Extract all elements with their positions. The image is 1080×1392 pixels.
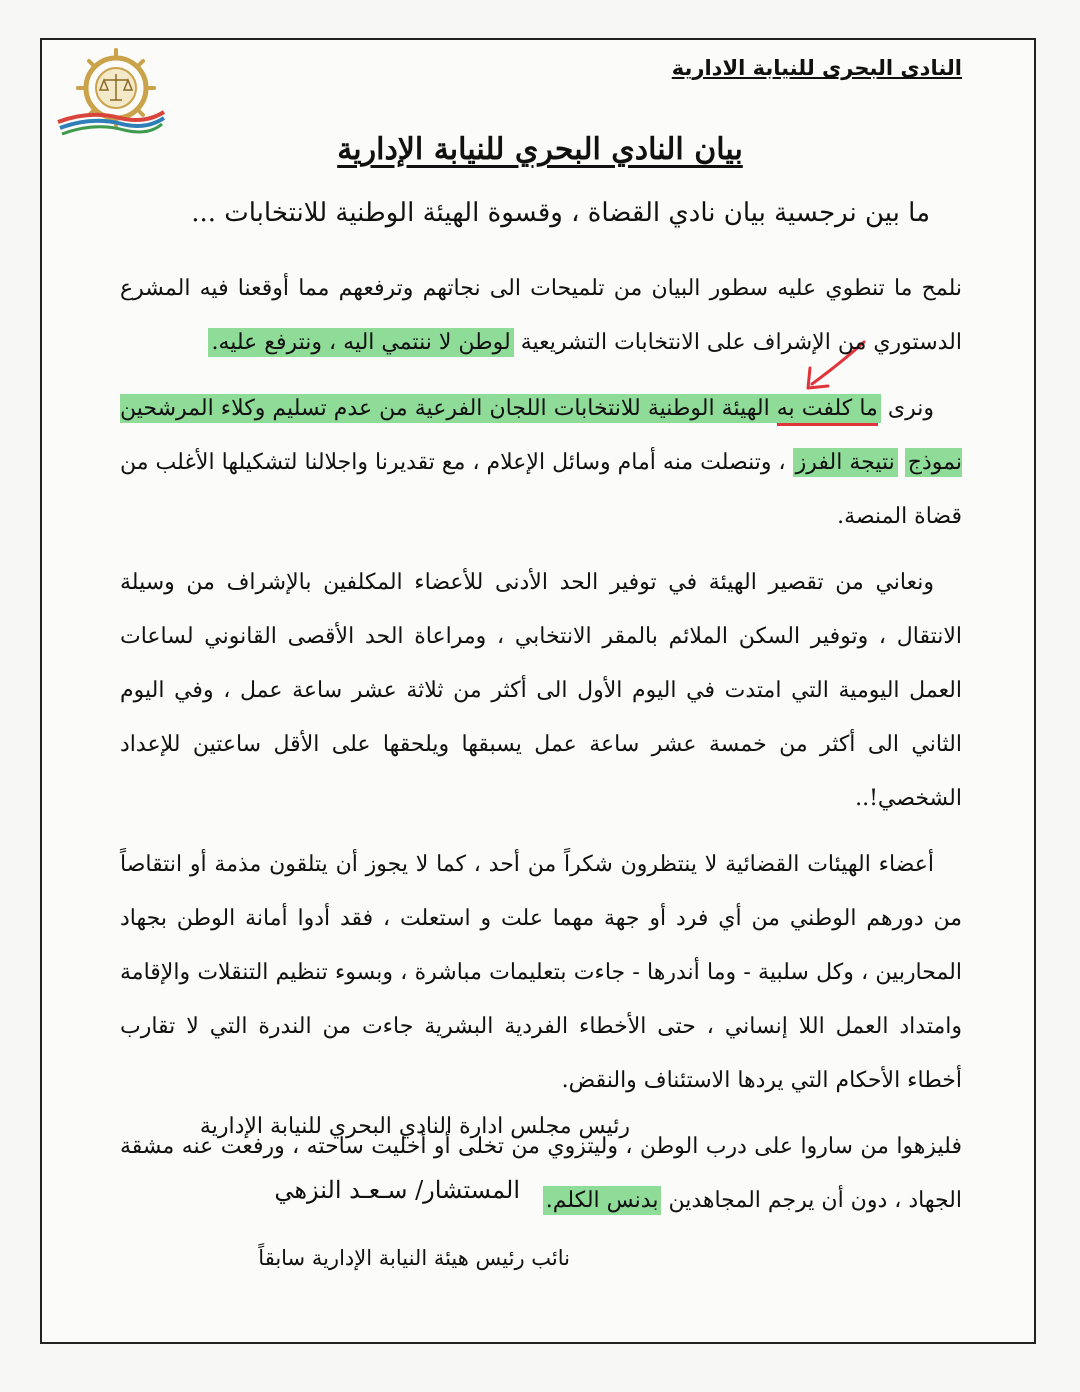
statement-body	[120, 262, 962, 1240]
paragraph-5-text: فليزهوا من ساروا على درب الوطن ، وليتزوي من تخلى أو أخليت ساحته ، ورفعت عنه مشقة الجهاد ، دون أن يرجم المجاهدين	[120, 1134, 962, 1213]
paragraph-1	[120, 262, 962, 370]
club-logo	[50, 48, 168, 144]
highlighted-phrase: لوطن لا ننتمي اليه ، ونترفع عليه.	[208, 328, 513, 357]
signature-title: رئيس مجلس ادارة النادي البحري للنيابة الإدارية	[199, 1114, 630, 1139]
paragraph-4: أعضاء الهيئات القضائية لا ينتظرون شكراً من أحد ، كما لا يجوز أن يتلقون مذمة أو انتقاصاً من دورهم الوطني من أي فرد أو جهة مهما علت و استعلت ، فقد أدوا أمانة الوطن بجهاد المحاربين ، وكل سلبية - وما أندرها - جاءت بتعليمات مباشرة ، وبسوء تنظيم التنقلات والإقامة وامتداد العمل اللا إنساني ، حتى الأخطاء الفردية البشرية جاءت من الندرة التي لا تقارب أخطاء الأحكام التي يردها الاستئناف والنقض.	[120, 852, 962, 1093]
signature-role: نائب رئيس هيئة النيابة الإدارية سابقاً	[258, 1246, 570, 1270]
paragraph-2-lead: ونرى	[880, 396, 934, 421]
signature-name: المستشار/ سـعـد النزهي	[274, 1176, 520, 1204]
document-subtitle: ما بين نرجسية بيان نادي القضاة ، وقسوة الهيئة الوطنية للانتخابات ...	[191, 198, 930, 228]
red-underlined-phrase: ما كلفت به	[777, 396, 878, 426]
highlighted-sentence-rest: الهيئة الوطنية للانتخابات اللجان الفرعية من عدم تسليم وكلاء المرشحين نموذج	[120, 396, 962, 475]
highlighted-phrase-3: بدنس الكلم.	[543, 1186, 662, 1215]
highlighted-phrase-2: نتيجة الفرز	[793, 448, 898, 477]
header-org-name: النادى البحرى للنيابة الادارية	[671, 56, 962, 80]
paragraph-3: ونعاني من تقصير الهيئة في توفير الحد الأدنى للأعضاء المكلفين بالإشراف من وسيلة الانتقال ، وتوفير السكن الملائم بالمقر الانتخابي ، ومراعاة الحد الأقصى القانوني لساعات العمل اليومية التي امتدت في اليوم الأول الى أكثر من ثلاثة عشر ساعة عمل ، وفي اليوم الثاني الى أكثر من خمسة عشر ساعة عمل يسبقها ويلحقها على الأقل ساعتين للإعداد الشخصي!..	[120, 570, 962, 811]
paragraph-1-text: نلمح ما تنطوي عليه سطور البيان من تلميحات الى نجاتهم وترفعهم مما أوقعنا فيه المشرع الدستوري من الإشراف على الانتخابات التشريعية	[120, 276, 962, 355]
document-title: بيان النادي البحري للنيابة الإدارية	[337, 132, 743, 167]
ship-wheel-scales-logo-icon	[50, 48, 168, 144]
paragraph-2	[120, 382, 962, 544]
paragraph-2-tail: ، وتنصلت منه أمام وسائل الإعلام ، مع تقديرنا واجلالنا لتشكيلها الأغلب من قضاة المنصة.	[120, 450, 962, 529]
